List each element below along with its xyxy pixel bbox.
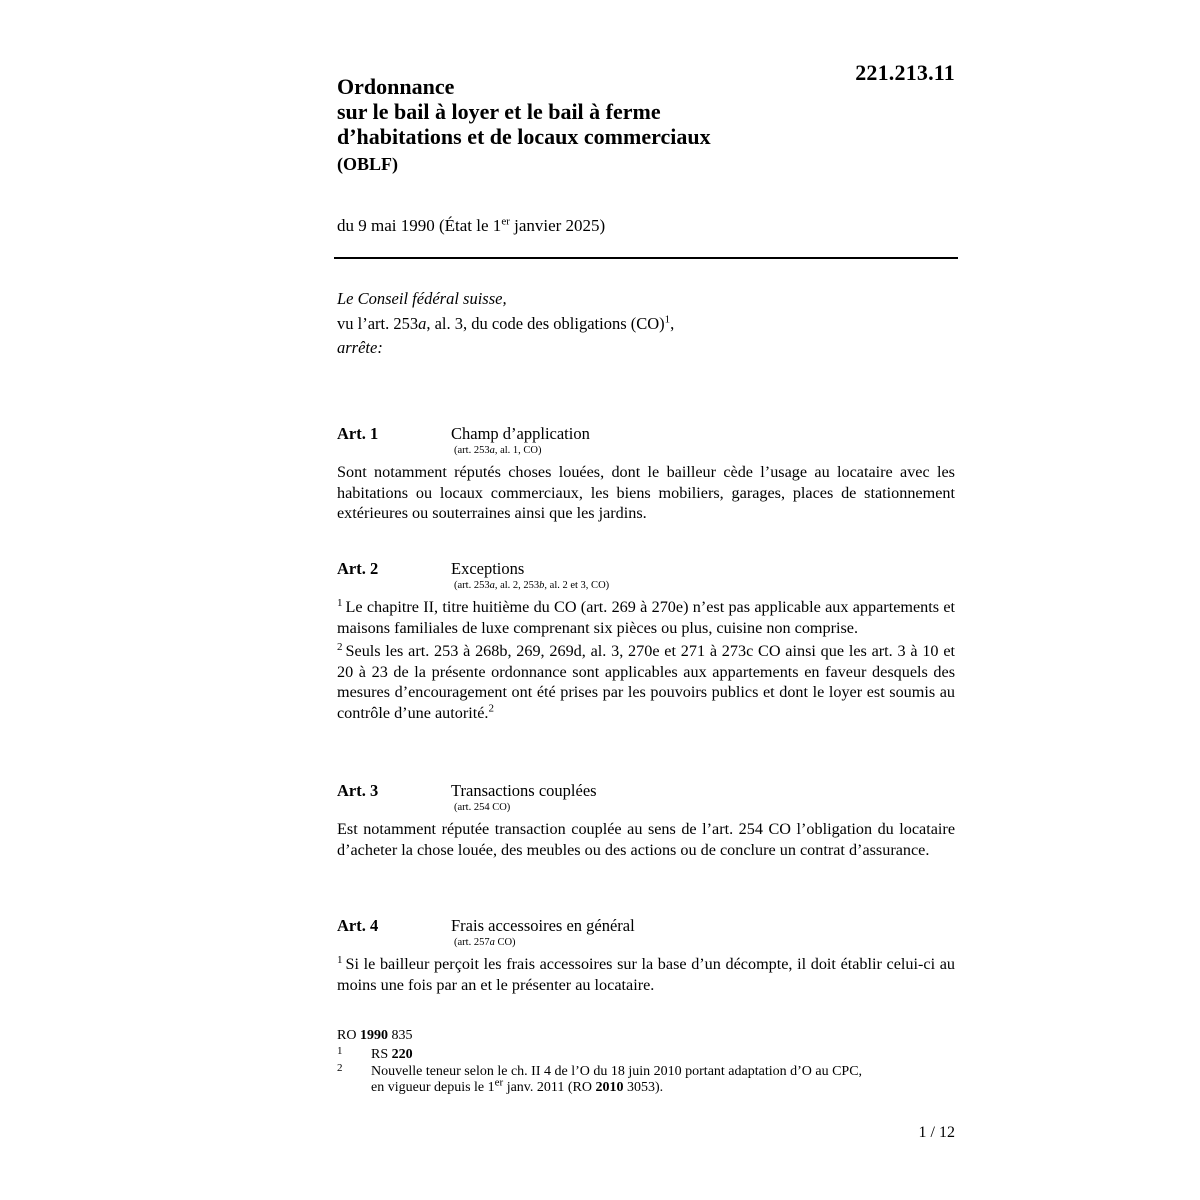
article-title: Champ d’application — [451, 424, 590, 443]
title-line: Ordonnance — [337, 74, 455, 99]
ro-prefix: RO — [337, 1028, 360, 1043]
article-reference: (art. 253a, al. 1, CO) — [454, 445, 542, 456]
article-reference: (art. 253a, al. 2, 253b, al. 2 et 3, CO) — [454, 580, 610, 591]
legal-basis-text: vu l’art. 253 — [337, 313, 419, 333]
footnote-number: 1 — [337, 1045, 343, 1057]
footnote-text — [371, 1047, 947, 1063]
footnote-ref-1[interactable]: 1 — [664, 313, 671, 325]
article-title: Transactions couplées — [451, 781, 597, 800]
article-title: Exceptions — [451, 559, 525, 578]
preamble-legal-basis — [337, 312, 674, 337]
fn-text-part: 3053). — [623, 1080, 664, 1095]
title-line: sur le bail à loyer et le bail à ferme — [337, 99, 661, 124]
date-suffix: janvier 2025) — [509, 216, 606, 235]
fn-superscript: er — [494, 1076, 504, 1089]
paragraph-number: 2 — [337, 640, 343, 653]
fn-line: Nouvelle teneur selon le ch. II 4 de l’O du 18 juin 2010 portant adaptation d’O au CPC, — [371, 1064, 863, 1079]
article-number: Art. 3 — [337, 781, 379, 800]
footnote-number: 2 — [337, 1062, 343, 1074]
paragraph-text: Le chapitre II, titre huitième du CO (art. 269 à 270e) n’est pas applicable aux appartements et maisons familiales de luxe comprenant six pièces ou plus, cuisine non comprise. — [337, 598, 955, 637]
article-paragraph — [337, 954, 955, 995]
paragraph-text: Si le bailleur perçoit les frais accessoires sur la base d’un décompte, il doit établir celui-ci au moins une fois par an et le présenter au locataire. — [337, 955, 955, 994]
footnote-text — [371, 1064, 947, 1096]
date-superscript: er — [501, 215, 510, 228]
article-title: Frais accessoires en général — [451, 916, 635, 935]
document-number: 221.213.11 — [855, 60, 955, 85]
paragraph-text: Seuls les art. 253 à 268b, 269, 269d, al. 3, 270e et 271 à 273c CO ainsi que les art. 3 à 10 et 20 à 23 de la présente ordonnance sont applicables aux appartements en faveur desquels des mesures d’encouragement ont été prises par les pouvoirs publics et dont le loyer est soumis au contrôle d’une autorité. — [337, 642, 955, 722]
preamble-decree: arrête: — [337, 338, 383, 357]
article-paragraph — [337, 597, 955, 638]
legal-basis-text: , — [670, 313, 675, 333]
article-4 — [337, 916, 955, 998]
footnote-1 — [337, 1047, 947, 1063]
article-2 — [337, 559, 955, 726]
document-title — [337, 74, 837, 149]
fn-text-bold: 220 — [391, 1047, 413, 1062]
fn-text-part: en vigueur depuis le 1 — [371, 1080, 495, 1095]
article-number: Art. 2 — [337, 559, 379, 578]
article-number: Art. 4 — [337, 916, 379, 935]
article-1 — [337, 424, 955, 527]
document-abbreviation: (OBLF) — [337, 154, 398, 174]
footnote-2 — [337, 1064, 947, 1096]
fn-line — [371, 1076, 947, 1096]
article-3 — [337, 781, 955, 863]
document-date — [337, 216, 605, 236]
ro-page: 835 — [387, 1028, 413, 1043]
title-line: d’habitations et de locaux commerciaux — [337, 124, 711, 149]
footnote-ref-2[interactable]: 2 — [488, 702, 494, 715]
article-reference: (art. 257a CO) — [454, 937, 516, 948]
legal-basis-italic: a — [418, 313, 427, 333]
preamble — [337, 287, 674, 361]
article-paragraph — [337, 641, 955, 723]
legal-basis-text: , al. 3, du code des obligations (CO) — [426, 313, 665, 333]
paragraph-number: 1 — [337, 953, 343, 966]
page-number: 1 / 12 — [918, 1124, 955, 1141]
date-prefix: du 9 mai 1990 (État le 1 — [337, 216, 502, 235]
article-number: Art. 1 — [337, 424, 379, 443]
fn-text-part: RS — [371, 1047, 392, 1062]
fn-text-part: janv. 2011 (RO — [503, 1080, 596, 1095]
article-reference: (art. 254 CO) — [454, 802, 511, 813]
article-paragraph: Est notamment réputée transaction couplée au sens de l’art. 254 CO l’obligation du locataire d’acheter la chose louée, des meubles ou des actions ou de conclure un contrat d’assurance. — [337, 820, 955, 859]
header-divider — [334, 257, 958, 259]
preamble-authority: Le Conseil fédéral suisse, — [337, 289, 507, 308]
ro-year: 1990 — [359, 1028, 388, 1043]
article-paragraph: Sont notamment réputés choses louées, dont le bailleur cède l’usage au locataire avec les habitations ou locaux commerciaux, les biens mobiliers, garages, places de stationnement extérieures ou souterraines ainsi que les jardins. — [337, 463, 955, 522]
official-compilation-ref — [337, 1028, 412, 1044]
paragraph-number: 1 — [337, 596, 343, 609]
fn-text-bold: 2010 — [595, 1080, 624, 1095]
